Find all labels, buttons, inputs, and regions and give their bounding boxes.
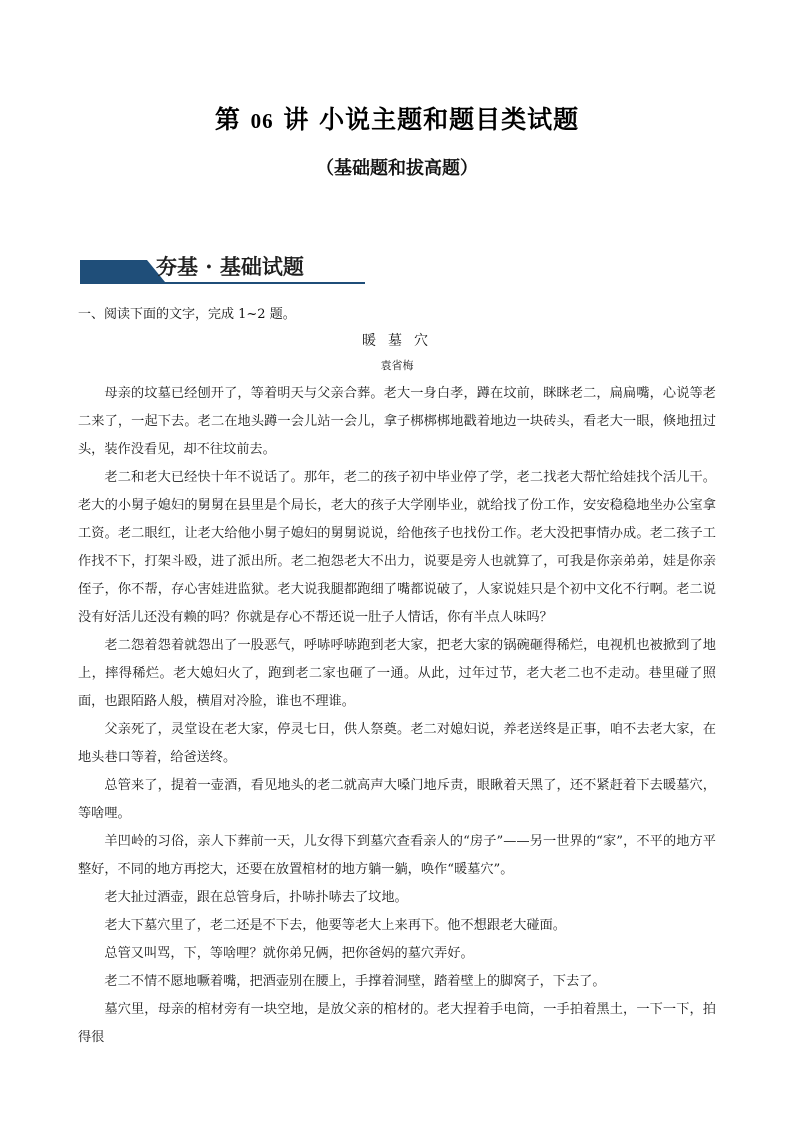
story-body [78,380,716,1052]
paragraph: 羊凹岭的习俗，亲人下葬前一天，儿女得下到墓穴查看亲人的“房子”——另一世界的“家”，不平的地方平整好，不同的地方再挖大，还要在放置棺材的地方躺一躺，唤作“暖墓穴”。 [78,834,716,877]
paragraph: 老二不情不愿地噘着嘴，把酒壶别在腰上，手撑着洞壁，踏着壁上的脚窝子，下去了。 [104,974,606,989]
title-number: 06 [250,109,274,133]
paragraph: 总管来了，提着一壶酒，看见地头的老二就高声大嗓门地斥责，眼瞅着天黑了，还不紧赶着下去暖墓穴，等啥哩。 [78,778,716,821]
page-title [0,100,794,136]
paragraph: 老二怨着怨着就怨出了一股恶气，呼哧呼哧跑到老大家，把老大家的锅碗砸得稀烂，电视机也被掀到了地上，摔得稀烂。老大媳妇火了，跑到老二家也砸了一通。从此，过年过节，老大老二也不走动。巷里碰了照面，也跟陌路人般，横眉对冷脸，谁也不理谁。 [78,638,716,709]
paragraph: 总管又叫骂，下，等啥哩？就你弟兄俩，把你爸妈的墓穴弄好。 [104,946,474,961]
section-heading: 夯基 · 基础试题 [156,254,304,279]
story-author: 袁省梅 [380,359,414,372]
title-prefix: 第 [214,105,241,134]
page-subtitle: （基础题和拔高题） [316,158,478,179]
paragraph: 老二和老大已经快十年不说话了。那年，老二的孩子初中毕业停了学，老二找老大帮忙给娃找个活儿干。老大的小舅子媳妇的舅舅在县里是个局长，老大的孩子大学刚毕业，就给找了份工作，安安稳稳地坐办公室拿工资。老二眼红，让老大给他小舅子媳妇的舅舅说说，给他孩子也找份工作。老大没把事情办成。老二孩子工作找不下，打架斗殴，进了派出所。老二抱怨老大不出力，说要是旁人也就算了，可我是你亲弟弟，娃是你亲侄子，你不帮，存心害娃进监狱。老大说我腿都跑细了嘴都说破了，人家说娃只是个初中文化不行啊。老二说没有好活儿还没有赖的吗？你就是存心不帮还说一肚子人情话，你有半点人味吗？ [78,470,716,625]
question-prompt: 一、阅读下面的文字，完成 1~2 题。 [78,307,296,322]
title-main: 讲 小说主题和题目类试题 [283,105,580,134]
paragraph: 墓穴里，母亲的棺材旁有一块空地，是放父亲的棺材的。老大捏着手电筒，一手拍着黑土，一下一下，拍得很 [78,1002,716,1045]
paragraph: 老大扯过酒壶，跟在总管身后，扑哧扑哧去了坟地。 [104,890,408,905]
paragraph: 老大下墓穴里了，老二还是不下去，他要等老大上来再下。他不想跟老大碰面。 [104,918,566,933]
paragraph: 父亲死了，灵堂设在老大家，停灵七日，供人祭奠。老二对媳妇说，养老送终是正事，咱不去老大家，在地头巷口等着，给爸送终。 [78,722,716,765]
banner-underline [80,282,365,284]
section-banner [80,254,365,286]
banner-arrow-shape [80,260,165,282]
story-title: 暖墓穴 [362,333,440,349]
paragraph: 母亲的坟墓已经刨开了，等着明天与父亲合葬。老大一身白孝，蹲在坟前，眯眯老二，扁扁嘴，心说等老二来了，一起下去。老二在地头蹲一会儿站一会儿，拿子梆梆梆地戳着地边一块砖头，看老大一眼，倏地扭过头，装作没看见，却不往坟前去。 [78,386,716,457]
